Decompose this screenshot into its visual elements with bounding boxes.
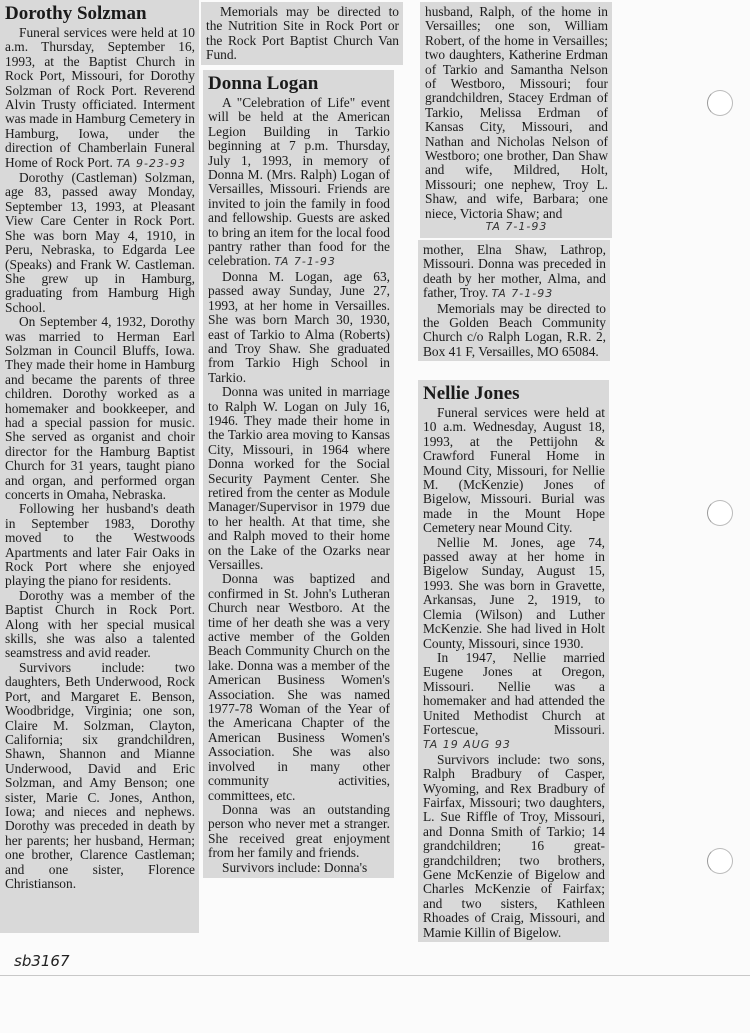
page-divider: [0, 975, 750, 976]
clipping-donna-memorials: [418, 240, 610, 361]
paragraph: Survivors include: two daughters, Beth Underwood, Rock Port, and Margaret E. Benson, Woodbridge, Virginia; one son, Claire M. Solzman, Clayton, California; six grandchildren, Shawn, Shannon and Mianne Underwood, David and Eric Solzman, and Amy Benson; one sister, Marie C. Jones, Anthon, Iowa; and nieces and nephews. Dorothy was preceded in death by her parents; her husband, Herman; one brother, Clarence Castleman; and one sister, Florence Christianson.: [5, 659, 195, 891]
paragraph: Donna was united in marriage to Ralph W. Logan on July 16, 1946. They made their home in the Tarkio area moving to Kansas City, Missouri, in 1964 where Donna worked for the Social Security Payment Center. She retired from the center as Module Manager/Supervisor in 1979 due to her health. At that time, she and Ralph moved to their home on the Lake of the Ozarks near Versailles.: [208, 384, 390, 572]
paragraph: Memorials may be directed to the Nutrition Site in Rock Port or the Rock Port Baptist Church Van Fund.: [206, 4, 399, 63]
paragraph: husband, Ralph, of the home in Versailles; one son, William Robert, of the home in Versailles; two daughters, Katherine Erdman of Tarkio and Samantha Nelson of Westboro, Missouri; four grandchildren, Stacey Erdman of Tarkio, Melissa Erdman of Kansas City, Missouri, and Nathan and Nicholas Nelson of Westboro; one brother, Dan Shaw and wife, Mildred, Holt, Missouri; one nephew, Troy L. Shaw, and wife, Barbara; one niece, Victoria Shaw; and: [425, 4, 608, 221]
punch-hole-middle: [707, 500, 733, 526]
clipping-donna-continued: [420, 2, 612, 238]
paragraph: In 1947, Nellie married Eugene Jones at Oregon, Missouri. Nellie was a homemaker and had attended the United Methodist Church at Fortescue, Missouri. TA 19 AUG 93: [423, 649, 605, 752]
paragraph: Nellie M. Jones, age 74, passed away at her home in Bigelow Sunday, August 15, 1993. She was born in Gravette, Arkansas, June 2, 1919, to Clemia (Wilson) and Luther McKenzie. She had lived in Holt County, Missouri, since 1930.: [423, 534, 605, 651]
paragraph: Survivors include: two sons, Ralph Bradbury of Casper, Wyoming, and Rex Bradbury of Fairfax, Missouri; two daughters, L. Sue Riffle of Troy, Missouri, and Donna Smith of Tarkio; 14 grandchildren; 16 great-grandchildren; two brothers, Gene McKenzie of Bigelow and Charles McKenzie of Fairfax; and two sisters, Kathleen Rhoades of Craig, Missouri, and Mamie Killin of Bigelow.: [423, 751, 605, 940]
handwritten-date-note: TA 9-23-93: [116, 156, 186, 170]
punch-hole-top: [707, 90, 733, 116]
paragraph: Funeral services were held at 10 a.m. Wednesday, August 18, 1993, at the Pettijohn & Crawford Funeral Home in Mound City, Missouri, for Nellie M. (McKenzie) Jones of Bigelow, Missouri. Burial was made in the Mount Hope Cemetery near Mound City.: [423, 405, 605, 536]
paragraph: Memorials may be directed to the Golden Beach Community Church c/o Ralph Logan, R.R. 2, Box 41 F, Versailles, MO 65084.: [423, 300, 606, 359]
clipping-nellie-jones: [418, 380, 609, 942]
obituary-title: Donna Logan: [208, 73, 319, 94]
paragraph: Donna M. Logan, age 63, passed away Sunday, June 27, 1993, at her home in Versailles. She was born March 30, 1930, east of Tarkio to Alma (Roberts) and Troy Shaw. She graduated from Tarkio High School in Tarkio.: [208, 268, 390, 385]
handwritten-date-note: TA 7-1-93: [485, 220, 548, 234]
handwritten-date-note: TA 19 AUG 93: [423, 738, 511, 752]
obituary-title: Dorothy Solzman: [5, 3, 147, 24]
handwritten-date-note: TA 7-1-93: [274, 255, 336, 269]
clipping-donna-logan: [203, 70, 394, 878]
paragraph: Funeral services were held at 10 a.m. Thursday, September 16, 1993, at the Baptist Church in Rock Port, Missouri, for Dorothy Solzman of Rock Port. Reverend Alvin Trusty officiated. Interment was made in Hamburg Cemetery in Hamburg, Iowa, under the direction of Chamberlain Funeral Home of Rock Port. TA 9-23-93: [5, 25, 195, 170]
paragraph: On September 4, 1932, Dorothy was married to Herman Earl Solzman in Council Bluffs, Iowa. They made their home in Hamburg and became the parents of three children. Dorothy worked as a homemaker and bookkeeper, and had a special passion for music. She served as organist and choir director for the Hamburg Baptist Church for 31 years, taught piano and organ, and performed organ concerts in Omaha, Nebraska.: [5, 314, 195, 502]
paragraph: Dorothy (Castleman) Solzman, age 83, passed away Monday, September 13, 1993, at Pleasant View Care Center in Rock Port. She was born May 4, 1910, in Peru, Nebraska, to Edgarda Lee (Speaks) and Frank W. Castleman. She grew up in Hamburg, graduating from Hamburg High School.: [5, 170, 195, 315]
paragraph: Dorothy was a member of the Baptist Church in Rock Port. Along with her special musical skills, she was also a talented seamstress and avid reader.: [5, 587, 195, 661]
handwritten-catalog-number: sb3167: [14, 952, 70, 970]
clipping-dorothy-solzman: [0, 0, 199, 933]
punch-hole-bottom: [707, 848, 733, 874]
paragraph: A "Celebration of Life" event will be held at the American Legion Building in Tarkio beginning at 7 p.m. Thursday, July 1, 1993, in memory of Donna M. (Mrs. Ralph) Logan of Versailles, Missouri. Friends are invited to join the family in food and fellowship. Guests are asked to bring an item for the local food pantry rather than food for the celebration. TA 7-1-93: [208, 95, 390, 269]
paragraph: Survivors include: Donna's: [222, 859, 368, 875]
paragraph: mother, Elna Shaw, Lathrop, Missouri. Donna was preceded in death by her mother, Alma, and father, Troy. TA 7-1-93: [423, 242, 606, 301]
paragraph: Following her husband's death in September 1983, Dorothy moved to the Westwoods Apartments and later Fair Oaks in Rock Port where she enjoyed playing the piano for residents.: [5, 501, 195, 589]
paragraph: Donna was an outstanding person who never met a stranger. She received great enjoyment from her family and friends.: [208, 801, 390, 861]
handwritten-date-note: TA 7-1-93: [491, 287, 554, 301]
paragraph: Donna was baptized and confirmed in St. John's Lutheran Church near Westboro. At the time of her death she was a very active member of the Golden Beach Community Church on the lake. Donna was a member of the American Business Women's Association. She was named 1977-78 Woman of the Year of the Americana Chapter of the American Business Women's Association. She was also involved in many other community activities, committees, etc.: [208, 571, 390, 803]
obituary-title: Nellie Jones: [423, 383, 520, 404]
clipping-dorothy-memorials: [201, 2, 403, 65]
